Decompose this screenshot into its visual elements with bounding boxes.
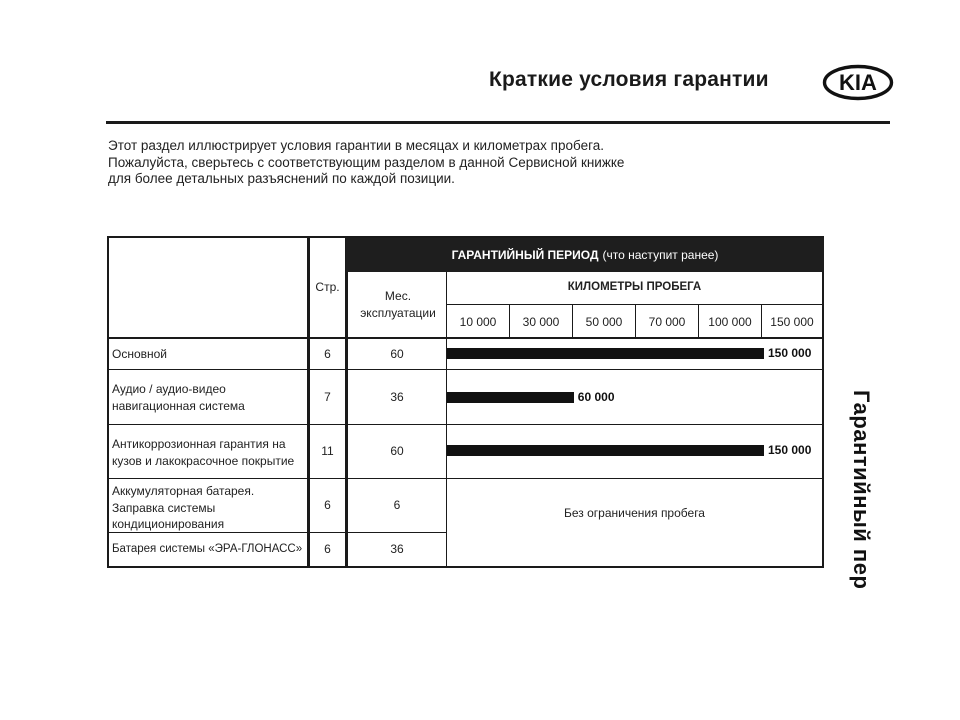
row-line — [107, 478, 824, 479]
mileage-tick: 70 000 — [648, 315, 686, 329]
kia-logo — [822, 64, 894, 101]
row-months: 60 — [390, 444, 404, 458]
row-months: 36 — [390, 542, 404, 556]
row-line — [107, 424, 824, 425]
row-months: 6 — [393, 498, 401, 512]
row-months: 36 — [390, 390, 404, 404]
mileage-bar — [447, 348, 764, 359]
row-page: 6 — [324, 542, 331, 556]
intro-line: Пожалуйста, сверьтесь с соответствующим разделом в данной Сервисной книжке — [108, 154, 625, 170]
mileage-tick: 100 000 — [708, 315, 752, 329]
period-title: ГАРАНТИЙНЫЙ ПЕРИОД — [451, 248, 599, 262]
page-title: Краткие условия гарантии — [489, 68, 769, 91]
row-line — [107, 369, 824, 370]
row-page: 11 — [321, 444, 334, 458]
header-bottom-line — [107, 337, 824, 339]
mileage-bar-label: 150 000 — [768, 346, 812, 360]
kia-logo-text: KIA — [839, 70, 877, 95]
row-name: Основной — [112, 347, 168, 361]
intro-text — [108, 138, 624, 188]
table-border-bottom — [107, 566, 824, 568]
mileage-bar-label: 60 000 — [577, 390, 615, 404]
row-name: Батарея системы «ЭРА-ГЛОНАСС» — [112, 543, 303, 555]
mileage-tick: 10 000 — [459, 315, 497, 329]
table-border-left — [107, 236, 109, 568]
row-page: 7 — [324, 390, 331, 404]
mileage-bar — [447, 392, 574, 403]
intro-line: для более детальных разъяснений по каждой позиции. — [108, 171, 455, 186]
col-header-page: Стр. — [315, 280, 340, 294]
mileage-tick: 30 000 — [522, 315, 560, 329]
intro-line: Этот раздел иллюстрирует условия гарантии в месяцах и километрах пробега. — [108, 138, 604, 153]
side-tab-label: Гарантийный пер — [849, 390, 874, 590]
no-mileage-limit: Без ограничения пробега — [564, 506, 705, 520]
warranty-period-header — [346, 238, 824, 272]
header-rule — [106, 121, 890, 124]
row-name: Аудио / аудио-видео навигационная система — [112, 382, 245, 413]
mileage-tick: 50 000 — [585, 315, 623, 329]
row-months: 60 — [390, 347, 404, 361]
col-header-months: Мес. эксплуатации — [360, 289, 436, 320]
mileage-bar-label: 150 000 — [768, 443, 812, 457]
side-tab — [848, 390, 896, 610]
mileage-tick: 150 000 — [770, 315, 814, 329]
col-header-mileage: КИЛОМЕТРЫ ПРОБЕГА — [567, 281, 702, 293]
table-border-right — [822, 236, 824, 568]
period-note: (что наступит ранее) — [602, 248, 719, 262]
row-page: 6 — [324, 347, 331, 361]
row-name: Антикоррозионная гарантия на кузов и лакокрасочное покрытие — [112, 437, 295, 468]
row-page: 6 — [324, 498, 331, 512]
row-name: Аккумуляторная батарея. Заправка системы кондиционирования — [112, 484, 255, 531]
mileage-bar — [447, 445, 764, 456]
